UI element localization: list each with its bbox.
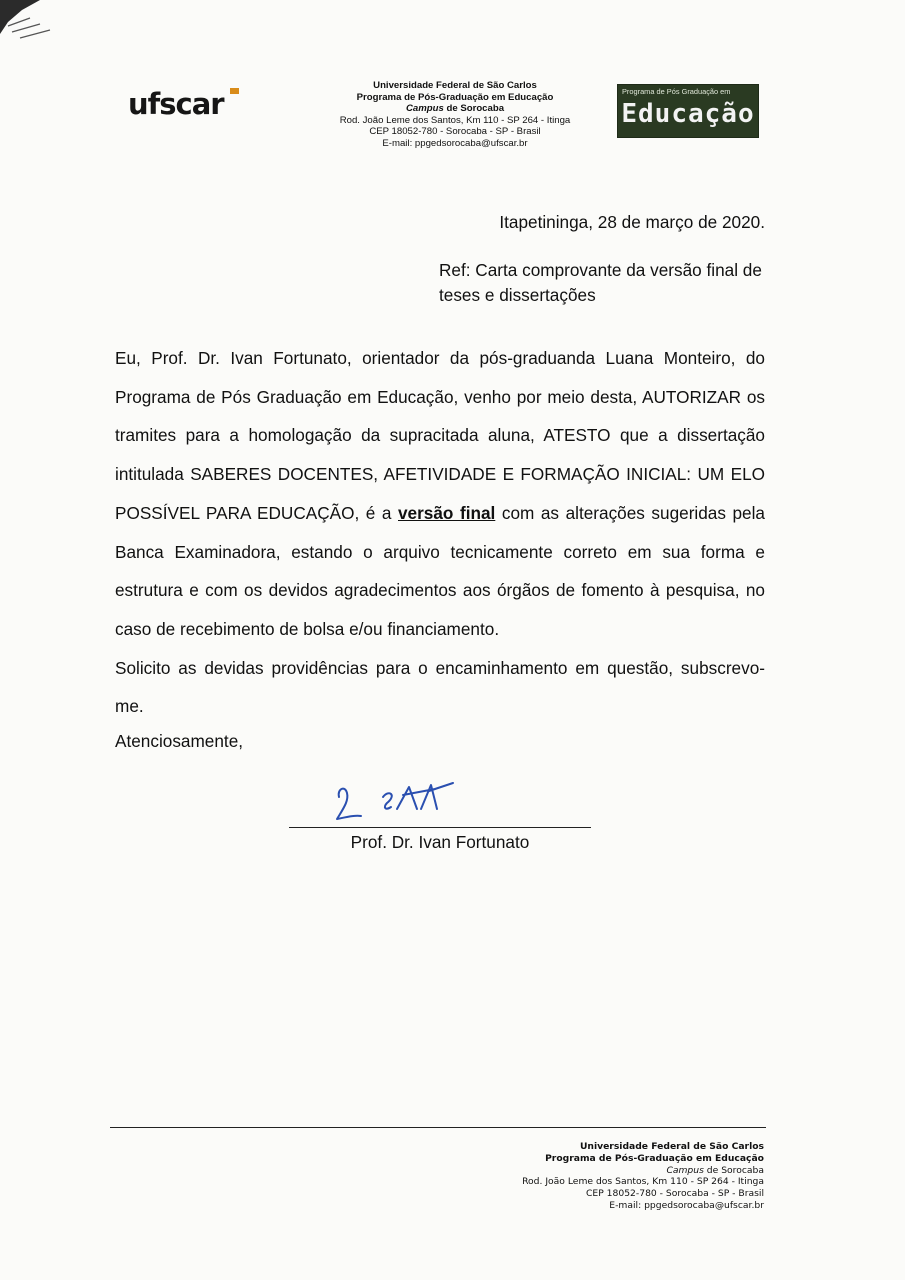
- header-address-block: [300, 80, 610, 150]
- program-logo: [617, 84, 759, 138]
- letter-reference: Ref: Carta comprovante da versão final de teses e dissertações: [439, 260, 762, 305]
- signatory-name: Prof. Dr. Ivan Fortunato: [350, 832, 530, 852]
- program-logo-small-text: Programa de Pós Graduação em: [622, 87, 731, 96]
- footer-campus-italic: Campus: [666, 1164, 704, 1176]
- footer-address: Rod. João Leme dos Santos, Km 110 - SP 264 - Itinga: [522, 1176, 764, 1188]
- scan-artifact: [0, 0, 70, 50]
- letter-closing: Atenciosamente,: [115, 731, 244, 751]
- handwritten-signature: [325, 775, 475, 825]
- footer-divider: [110, 1127, 766, 1128]
- footer-institution: Universidade Federal de São Carlos: [579, 1141, 764, 1152]
- letter-date: Itapetininga, 28 de março de 2020.: [499, 212, 765, 232]
- body-paragraph-1: [115, 339, 765, 649]
- ufscar-logo-text: ufscar: [128, 87, 224, 121]
- body-text-before: Eu, Prof. Dr. Ivan Fortunato, orientador da pós-graduanda Luana Monteiro, do Programa de Pós Graduação em Educação, venho por meio desta, AUTORIZAR os tramites para a homologação da supracitada aluna, ATESTO que a dissertação intitulada SABERES DOCENTES, AFETIVIDADE E FORMAÇÃO INICIAL: UM ELO POSSÍVEL PARA EDUCAÇÃO, é a: [115, 348, 765, 523]
- signature-line: [289, 827, 591, 828]
- footer-campus-rest: de Sorocaba: [703, 1164, 764, 1176]
- letter-body: [115, 339, 765, 726]
- footer-cep: CEP 18052-780 - Sorocaba - SP - Brasil: [586, 1188, 764, 1200]
- header-program: Programa de Pós-Graduação em Educação: [356, 91, 554, 103]
- body-text-after: com as alterações sugeridas pela Banca Examinadora, estando o arquivo tecnicamente correto em sua forma e estrutura e com os devidos agradecimentos aos órgãos de fomento à pesquisa, no caso de recebimento de bolsa e/ou financiamento.: [115, 502, 765, 639]
- header-campus-rest: de Sorocaba: [443, 103, 505, 115]
- footer-campus: [522, 1165, 764, 1177]
- footer-email: E-mail: ppgedsorocaba@ufscar.br: [609, 1199, 764, 1211]
- ufscar-logo: [128, 84, 258, 124]
- header-cep: CEP 18052-780 - Sorocaba - SP - Brasil: [369, 126, 541, 138]
- program-logo-title: Educação: [621, 99, 755, 129]
- logo-accent-shape: [230, 88, 239, 94]
- footer-program: Programa de Pós-Graduação em Educação: [545, 1152, 764, 1164]
- header-campus-italic: Campus: [405, 103, 444, 115]
- footer-address-block: [522, 1141, 764, 1212]
- header-email: E-mail: ppgedsorocaba@ufscar.br: [382, 137, 528, 149]
- body-paragraph-2: Solicito as devidas providências para o encaminhamento em questão, subscrevo-me.: [115, 657, 765, 717]
- header-address: Rod. João Leme dos Santos, Km 110 - SP 264 - Itinga: [339, 114, 571, 126]
- body-emphasis-final-version: versão final: [398, 502, 496, 523]
- header-institution: Universidade Federal de São Carlos: [373, 80, 537, 91]
- header-campus: [300, 103, 610, 115]
